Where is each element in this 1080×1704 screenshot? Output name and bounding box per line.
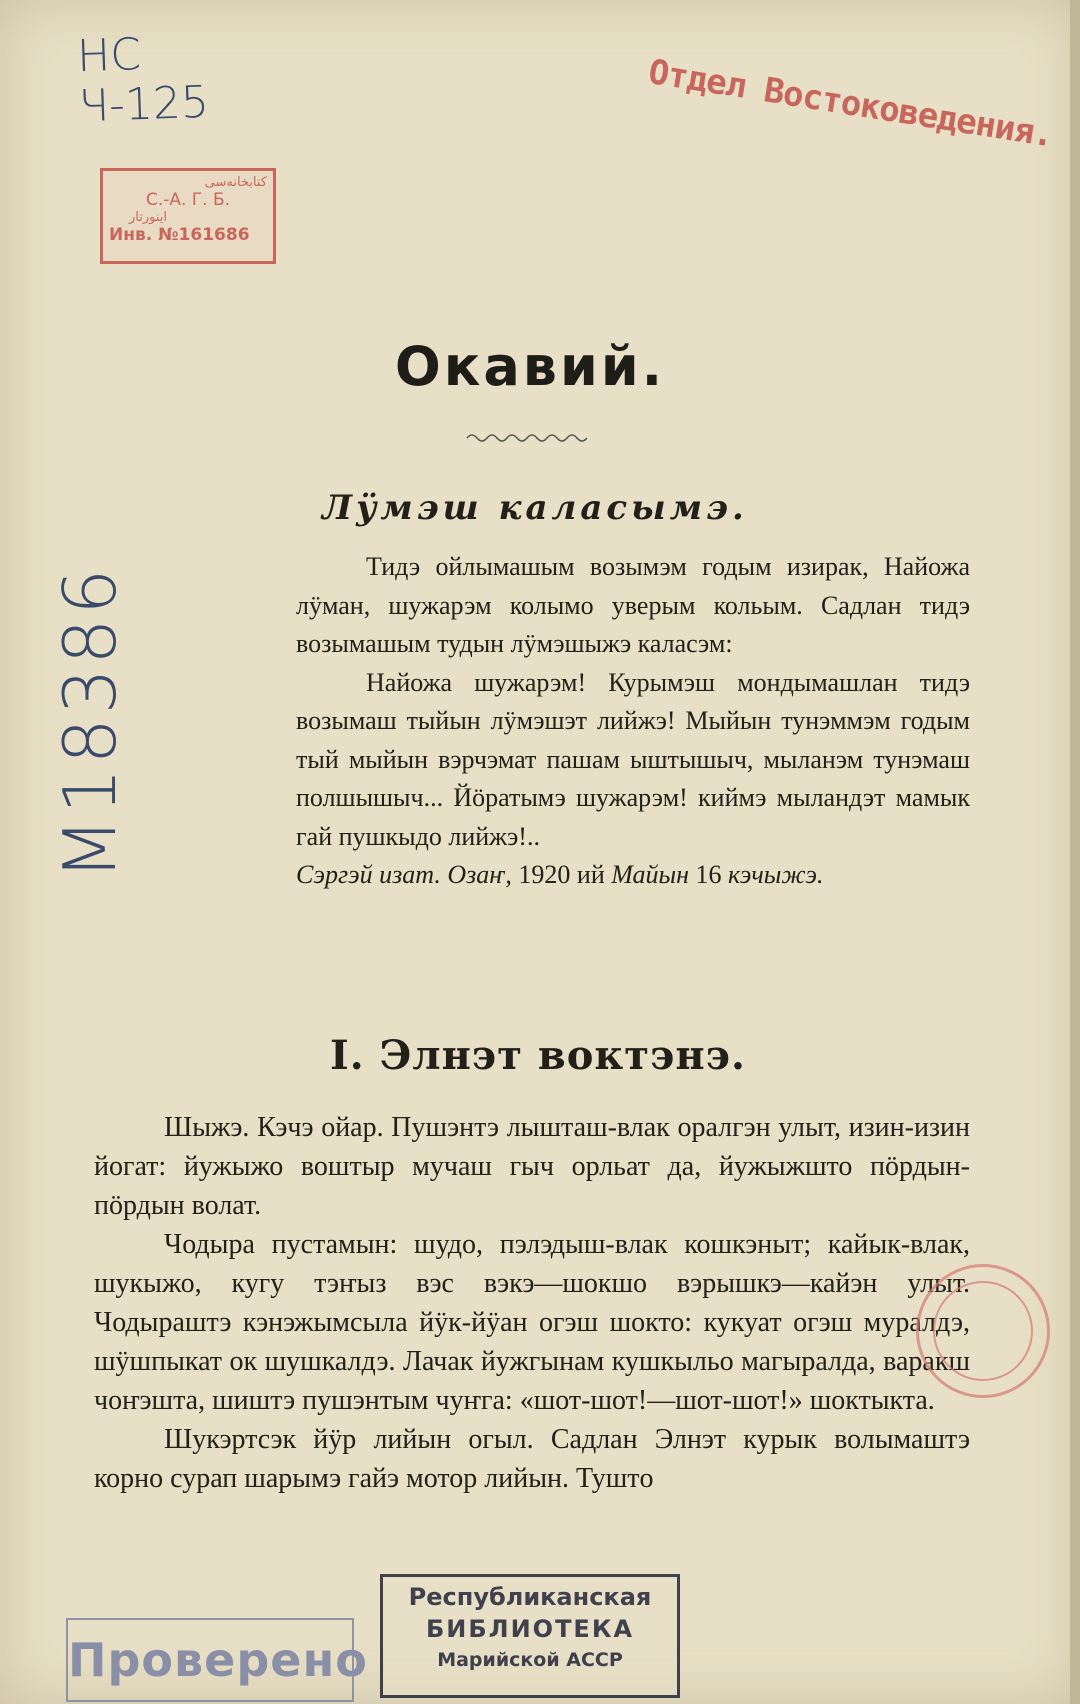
page-edge xyxy=(1070,0,1080,1704)
dedication-paragraph-2: Найожа шужарэм! Курымэш мондымашлан тидэ возымаш тыйын лӱмэшэт лийжэ! Мыйын тунэммэм годым тый мыйын вэрчэмат пашам ыштышыч, мыланэм тунэмаш полшышыч... Йöратымэ шужарэм! киймэ мыландэт мамык гай пушкыдо лийжэ!.. xyxy=(296,667,970,851)
chapter-paragraph-2: Чодыра пустамын: шудо, пэлэдыш-влак кошкэныт; кайык-влак, шукыжо, кугу тэҥыз вэс вэкэ—шокшо вэрышкэ—кайэн улыт. Чодыраштэ кэнэжымсыла йӱк-йӱан огэш шокто: кукуат огэш муралдэ, шӱшпыкат ок шушкалдэ. Лачак йужгынам кушкыльо магыралда, варакш чоҥэшта, шиштэ пушэнтым чуҥга: «шот-шот!—шот-шот!» шоктыкта. xyxy=(94,1229,970,1416)
inventory-stamp xyxy=(100,168,276,264)
checked-stamp: Проверено xyxy=(66,1618,354,1702)
chapter-paragraph-3: Шукэртсэк йӱр лийын огыл. Садлан Элнэт курык волымаштэ корно сурап шарымэ гайэ мотор лийын. Туштo xyxy=(94,1424,970,1494)
signature-day: 16 xyxy=(695,860,722,889)
signature-year: 1920 ий xyxy=(518,860,605,889)
chapter-paragraph-1: Шыжэ. Кэчэ ойар. Пушэнтэ лышташ-влак оралгэн улыт, изин-изин йогат: йужыжо воштыр мучаш гыч орльат да, йужыжшто пöрдын-пöрдын волат. xyxy=(94,1112,970,1221)
shelf-mark-line1: НС xyxy=(76,29,142,83)
library-stamp-line1: Республиканская xyxy=(408,1583,652,1611)
signature-suffix: кэчыжэ. xyxy=(728,860,824,889)
inventory-stamp-line3: اينورتار xyxy=(129,210,168,225)
library-stamp-line3: Марийской АССР xyxy=(437,1649,623,1671)
handwritten-vertical-number: M18386 xyxy=(48,564,132,880)
round-stamp xyxy=(916,1264,1050,1398)
chapter-text xyxy=(94,1108,970,1498)
dedication-heading: Лӱмэш каласымэ. xyxy=(322,488,748,528)
dedication-paragraph-1: Тидэ ойлымашым возымэм годым изирак, Найожа лӱман, шужарэм колымо уверым кольым. Садлан тидэ возымашым тудын лӱмэшыжэ каласэм: xyxy=(296,552,970,658)
inventory-stamp-line1: كتابخانەسى xyxy=(204,175,267,190)
inventory-stamp-line2: С.-А. Г. Б. xyxy=(145,190,231,210)
decorative-squiggle xyxy=(465,430,595,444)
handwritten-shelf-mark xyxy=(76,28,209,132)
inventory-number: Инв. №161686 xyxy=(109,225,250,245)
library-stamp-line2: БИБЛИОТЕКА xyxy=(425,1615,635,1643)
department-stamp: Отдел Востоковедения. xyxy=(645,52,1056,156)
dedication-text xyxy=(296,548,970,895)
library-stamp xyxy=(380,1574,680,1698)
signature-name: Сэргэй изат. xyxy=(296,860,441,889)
shelf-mark-line2: Ч-125 xyxy=(78,76,210,133)
signature-place: Озаҥ, xyxy=(447,860,512,889)
page-title: Окавий. xyxy=(394,335,666,398)
signature-month: Майын xyxy=(611,860,690,889)
chapter-heading: I. Элнэт воктэнэ. xyxy=(330,1032,746,1079)
dedication-signature xyxy=(296,856,970,895)
